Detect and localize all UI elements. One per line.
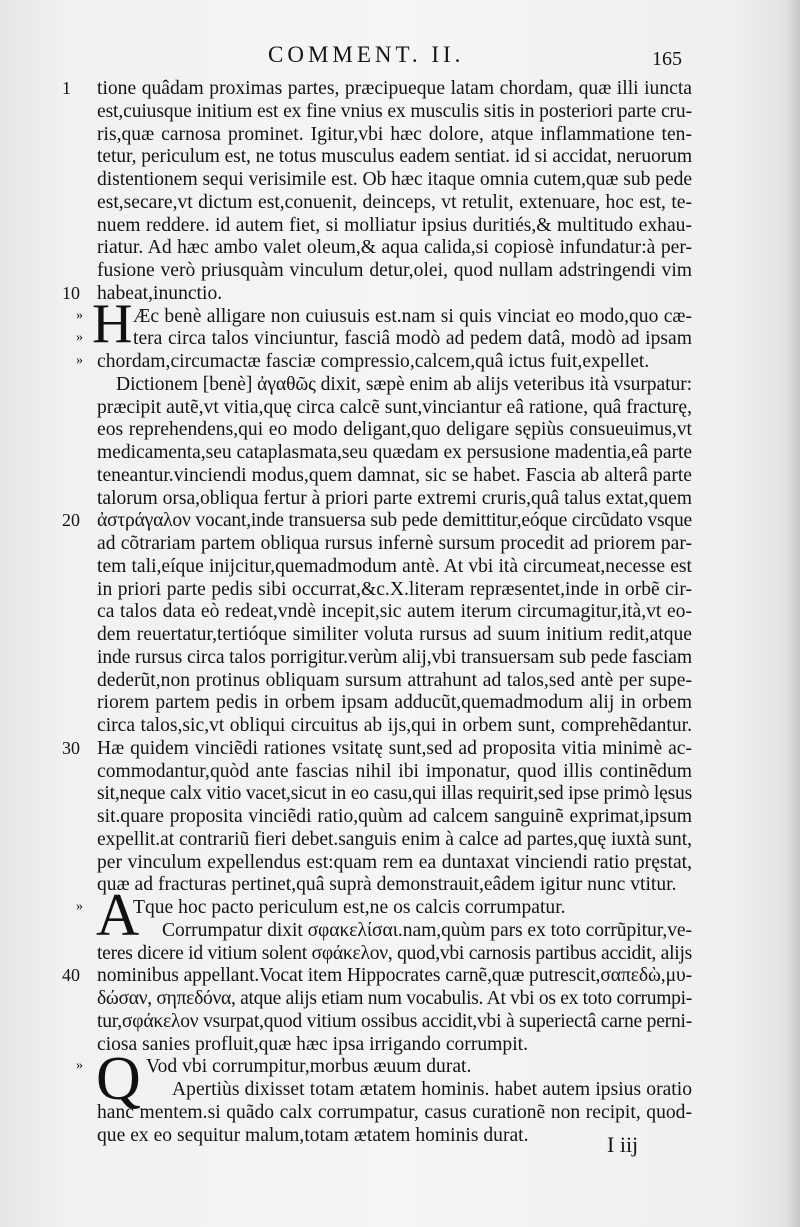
running-head-title: COMMENT. II. xyxy=(268,42,465,67)
text-line xyxy=(0,169,800,193)
line-text: nominibus appellant.Vocat item Hippocrates carnẽ,quæ putrescit,σαπεδὼ,μυ- xyxy=(97,965,692,987)
text-line xyxy=(0,1011,800,1035)
line-text: Hæ quidem vinciẽdi rationes vsitatę sunt,sed ad proposita vitia minimè ac- xyxy=(97,737,692,759)
text-line xyxy=(0,624,800,648)
text-line xyxy=(0,806,800,830)
text-line xyxy=(0,738,800,762)
line-number: 40 xyxy=(62,965,80,986)
text-line xyxy=(0,988,800,1012)
drop-cap: A xyxy=(96,882,140,948)
running-head xyxy=(0,42,800,72)
line-text: que ex eo sequitur malum,totam ætatem hominis durat. xyxy=(97,1124,529,1146)
drop-cap: H xyxy=(92,292,133,355)
line-text: ἀστράγαλον vocant,inde transuersa sub pede demittitur,eóque circũdato vsque xyxy=(97,510,692,532)
line-text: sit.quare proposita vinciẽdi ratio,quùm ad calcem sanguinẽ exprimat,ipsum xyxy=(97,806,692,827)
text-line xyxy=(0,374,800,398)
line-text: teneantur.vinciendi modus,quem damnat, sic se habet. Fascia ab alterâ parte xyxy=(97,464,692,486)
text-line xyxy=(0,419,800,443)
line-text: ciosa sanies profluit,quæ hæc ipsa irrigando corrumpit. xyxy=(97,1033,528,1055)
line-text: δώσαν, σηπεδόνα, atque alijs etiam num vocabulis. At vbi os ex toto corrumpi- xyxy=(97,988,692,1009)
line-text: habeat,inunctio. xyxy=(97,282,223,304)
quote-marker: » xyxy=(76,899,83,914)
line-text: sit,neque calx vitio vacet,sicut in eo casu,qui illas requirit,sed ipse primò lęsus xyxy=(97,783,692,805)
line-text: circa talos,sic,vt obliqui circuitus ab ijs,qui in orbem sunt, comprehẽdantur. xyxy=(97,715,692,736)
line-text: in priori parte pedis sibi occurrat,&c.X.literam repræsentet,inde in orbẽ cir- xyxy=(97,578,692,600)
line-text: nuem reddere. id autem fiet, si molliatur ipsius duritiés,& multitudo exhau- xyxy=(97,214,692,236)
line-text: Apertiùs dixisset totam ætatem hominis. habet autem ipsius oratio xyxy=(172,1079,692,1100)
text-line xyxy=(0,965,800,989)
text-line xyxy=(0,328,800,352)
text-line xyxy=(0,1079,800,1103)
quote-marker: » xyxy=(76,353,83,368)
text-line xyxy=(0,601,800,625)
text-line xyxy=(0,852,800,876)
text-line xyxy=(0,465,800,489)
text-line xyxy=(0,692,800,716)
text-line xyxy=(0,101,800,125)
text-line xyxy=(0,146,800,170)
line-text: riorem partem pedis in orbem ipsam adducũt,quemadmodum alij in orbem xyxy=(97,692,692,714)
line-text: Corrumpatur dixit σφακελίσαι.nam,quùm pars ex toto corrũpitur,ve- xyxy=(162,919,692,941)
line-text: præcipit autẽ,vt vitia,quę circa calcẽ sunt,vinciantur eâ ratione, quâ fracturę, xyxy=(97,396,692,418)
text-line xyxy=(0,556,800,580)
line-text: dederũt,non protinus obliquam sursum attrahunt ad talos,sed antè per supe- xyxy=(97,669,692,691)
text-line xyxy=(0,761,800,785)
text-line xyxy=(0,442,800,466)
line-text: Vod vbi corrumpitur,morbus æuum durat. xyxy=(146,1056,472,1078)
drop-cap: Q xyxy=(96,1045,141,1114)
line-text: Tque hoc pacto periculum est,ne os calcis corrumpatur. xyxy=(133,897,566,918)
text-line xyxy=(0,260,800,284)
text-line xyxy=(0,192,800,216)
text-line xyxy=(0,670,800,694)
text-line xyxy=(0,579,800,603)
line-text: tem tali,eíque inijcitur,quemadmodum antè. At vbi ità circumeat,necesse est xyxy=(97,555,692,577)
text-line xyxy=(0,715,800,739)
text-line xyxy=(0,647,800,671)
line-text: ca talos data eò redeat,vndè incepit,sic autem iterum circumagitur,ità,vt eo- xyxy=(97,601,692,623)
text-line xyxy=(0,397,800,421)
line-text: est,cuiusque initium est ex fine vnius ex musculis sitis in posteriori parte cru- xyxy=(97,100,692,122)
line-text: ris,quæ carnosa prominet. Igitur,vbi hæc dolore, atque inflammatione ten- xyxy=(97,123,692,145)
line-text: ad cõtrariam partem obliqua rursus infernè sursum procedit ad priorem par- xyxy=(97,533,692,554)
line-text: quæ ad fracturas pertinet,quâ suprà demonstrauit,eâdem igitur nunc vtitur. xyxy=(97,874,677,896)
text-line xyxy=(0,783,800,807)
line-number: 10 xyxy=(62,282,80,303)
text-line xyxy=(0,920,800,944)
line-text: Dictionem [benè] ἀγαθῶς dixit, sæpè enim ab alijs veteribus ità vsurpatur: xyxy=(116,373,692,395)
line-number: 1 xyxy=(62,78,71,98)
line-text: Æc benè alligare non cuiusuis est.nam si quis vinciat eo modo,quo cæ- xyxy=(133,305,692,327)
quote-marker: » xyxy=(76,1058,83,1074)
signature-mark: I iij xyxy=(607,1132,639,1157)
text-line xyxy=(0,215,800,239)
text-line xyxy=(0,829,800,853)
text-line xyxy=(0,510,800,534)
text-line xyxy=(0,237,800,261)
line-text: per vinculum expellendus est:quam rem ea duntaxat vinciendi ratio pręstat, xyxy=(97,851,692,873)
line-text: medicamenta,seu cataplasmata,seu quædam ex persusione madentia,eâ parte xyxy=(97,442,692,463)
text-line xyxy=(0,78,800,102)
line-text: teres dicere id vitium solent σφάκελον, quod,vbi carnosis partibus accidit, alijs xyxy=(97,942,692,964)
line-text: tetur, periculum est, ne totus musculus eadem sentiat. id si accidat, neruorum xyxy=(97,146,692,168)
quote-marker: » xyxy=(76,307,83,323)
line-text: riatur. Ad hæc ambo valet oleum,& aqua calida,si copiosè infundatur:à per- xyxy=(97,237,692,259)
line-text: commodantur,quòd ante fascias nihil ibi imponatur, quod illis continẽdum xyxy=(97,760,692,782)
line-text: distentionem sequi verisimile est. Ob hæc itaque omnia cutem,quæ sub pede xyxy=(97,169,692,190)
line-text: hanc mentem.si quãdo calx corrumpatur, casus curationẽ non recipit, quod- xyxy=(97,1101,692,1123)
line-text: fusione verò priusquàm vinculum detur,olei, quod nullam adstringendi vim xyxy=(97,260,692,281)
line-text: expellit.at contrariũ fieri debet.sanguis enim à calce ad partes,quę iuxtà sunt, xyxy=(97,828,692,850)
text-line xyxy=(0,351,800,375)
line-text: est,secare,vt dictum est,conuenit, deinceps, vt retulit, extenuare, hoc est, te- xyxy=(97,191,692,213)
text-line xyxy=(0,1102,800,1126)
line-text: talorum orsa,obliqua fertur à priori parte extremi cruris,quâ talus extat,quem xyxy=(97,487,692,509)
quote-marker: » xyxy=(76,330,83,346)
text-line xyxy=(0,488,800,512)
text-line xyxy=(0,1125,800,1149)
text-line xyxy=(0,124,800,148)
line-text: inde rursus circa talos porrigitur.verùm alij,vbi transuersam sub pede fasciam xyxy=(97,646,692,668)
line-text: dem reuertatur,tertióque similiter voluta rursus ad suum initium redit,atque xyxy=(97,624,692,645)
line-number: 20 xyxy=(62,510,80,531)
line-text: tera circa talos vinciuntur, fasciâ modò ad pedem datâ, modò ad ipsam xyxy=(133,328,692,350)
body-text xyxy=(0,78,800,1178)
line-text: tione quâdam proximas partes, præcipueque latam chordam, quæ illi iuncta xyxy=(97,78,692,99)
line-text: eos reprehendens,qui eo modo deligant,quo deligare sępiùs consueuimus,vt xyxy=(97,419,692,441)
text-line xyxy=(0,533,800,557)
line-text: tur,σφάκελον vsurpat,quod vitium ossibus accidit,vbi à superiectâ carne perni- xyxy=(97,1010,692,1032)
text-line xyxy=(0,943,800,967)
page-number: 165 xyxy=(652,48,682,70)
line-number: 30 xyxy=(62,737,80,758)
line-text: chordam,circumactæ fasciæ compressio,calcem,quâ ictus fuit,expellet. xyxy=(97,351,650,372)
